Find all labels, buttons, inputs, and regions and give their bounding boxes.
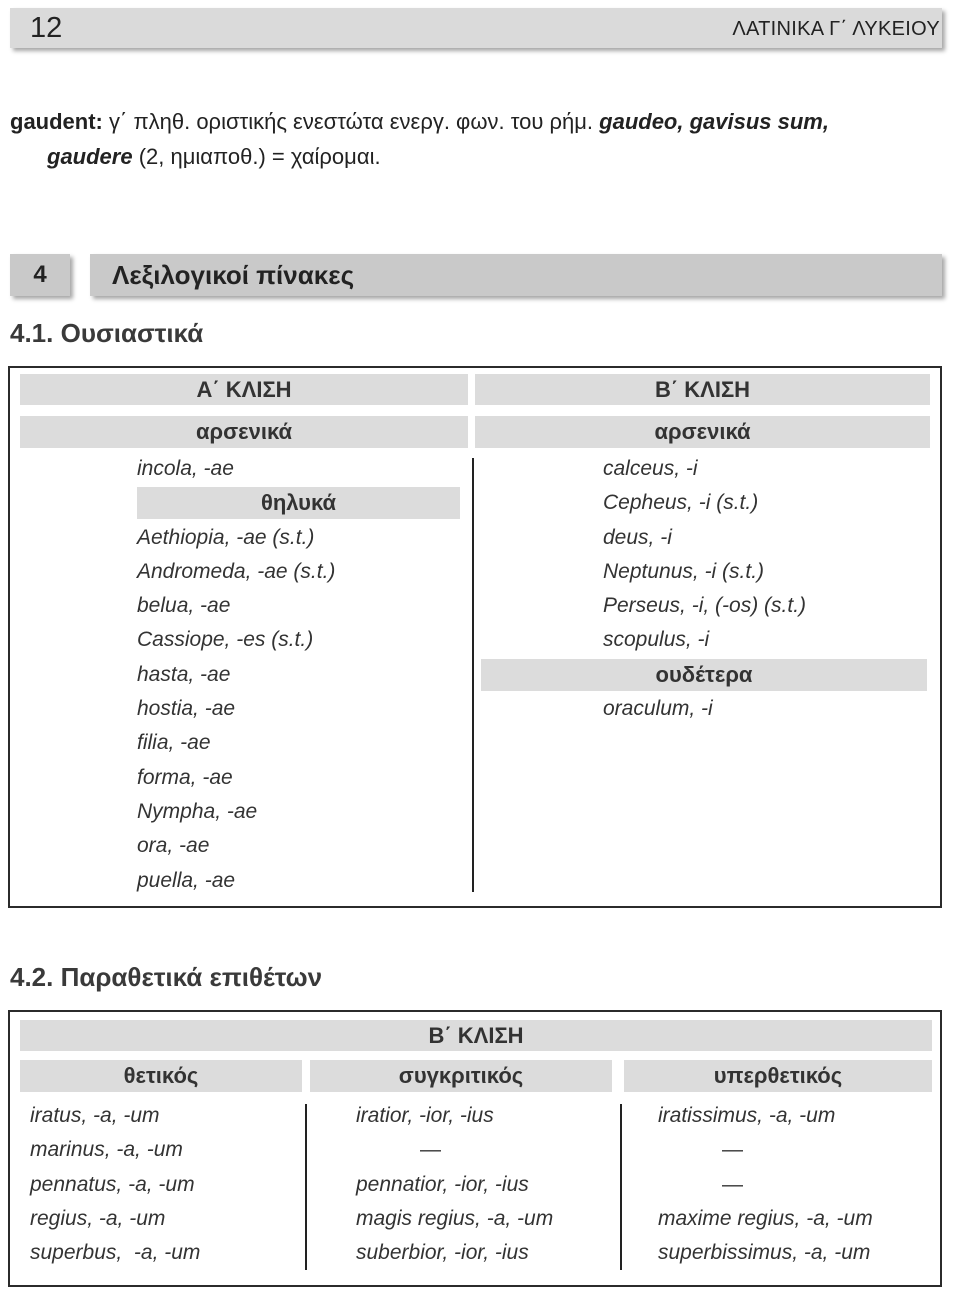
noun-entry: hostia, -ae [137, 697, 236, 721]
comparative-degree-list [356, 1099, 606, 1270]
note-verb-forms: gaudeo, gavisus sum, [599, 109, 829, 134]
first-declension-feminine-label: θηλυκά [137, 487, 460, 519]
page-number: 12 [30, 12, 63, 44]
positive-degree-label: θετικός [20, 1060, 302, 1092]
adjective-entry: pennatior, -ior, -ius [356, 1172, 529, 1196]
noun-entry: puella, -ae [137, 868, 236, 892]
noun-entry: belua, -ae [137, 594, 231, 618]
adjective-entry: iratior, -ior, -ius [356, 1104, 494, 1127]
note-line-2 [47, 142, 381, 172]
adjective-entry: regius, -a, -um [30, 1206, 166, 1230]
adjective-entry: maxime regius, -a, -um [658, 1206, 873, 1230]
superlative-degree-list [658, 1099, 928, 1270]
first-declension-header: Α΄ ΚΛΙΣΗ [20, 374, 468, 405]
running-title: ΛΑΤΙΝΙΚΑ Γ΄ ΛΥΚΕΙΟΥ [732, 18, 940, 40]
superlative-degree-label: υπερθετικός [624, 1060, 932, 1092]
nouns-heading: 4.1. Ουσιαστικά [10, 318, 204, 348]
second-declension-masculine-list [481, 452, 927, 658]
noun-entry: Aethiopia, -ae (s.t.) [137, 525, 315, 549]
adjective-entry: iratissimus, -a, -um [658, 1104, 836, 1127]
section-title: Λεξιλογικοί πίνακες [90, 254, 942, 296]
adjective-entry: magis regius, -a, -um [356, 1206, 554, 1230]
first-declension-masculine-list [137, 452, 460, 486]
noun-entry: Neptunus, -i (s.t.) [603, 559, 765, 583]
noun-entry: calceus, -i [603, 457, 698, 480]
noun-entry: Andromeda, -ae (s.t.) [137, 559, 336, 583]
noun-entry: Perseus, -i, (-os) (s.t.) [603, 594, 807, 618]
note-text: γ΄ πληθ. οριστικής ενεστώτα ενεργ. φων. του ρήμ. [102, 109, 600, 134]
column-divider [620, 1104, 622, 1270]
first-declension-feminine-list [137, 521, 460, 898]
second-declension-header: Β΄ ΚΛΙΣΗ [475, 374, 930, 405]
adjective-entry: iratus, -a, -um [30, 1104, 160, 1127]
noun-entry: Cepheus, -i (s.t.) [603, 491, 759, 515]
second-declension-neuter-list [481, 692, 927, 726]
adjectives-declension-header: Β΄ ΚΛΙΣΗ [20, 1020, 932, 1051]
note-text-end: (2, ημιαποθ.) = χαίρομαι. [132, 144, 381, 169]
noun-entry: Nympha, -ae [137, 799, 258, 823]
noun-entry: forma, -ae [137, 765, 233, 789]
noun-entry: oraculum, -i [603, 697, 713, 721]
adjective-entry: — [420, 1138, 441, 1162]
comparative-degree-label: συγκριτικός [310, 1060, 612, 1092]
noun-entry: deus, -i [603, 525, 672, 549]
column-divider [305, 1104, 307, 1270]
noun-entry: filia, -ae [137, 731, 211, 755]
noun-entry: Cassiope, -es (s.t.) [137, 628, 314, 652]
adjective-entry: marinus, -a, -um [30, 1138, 183, 1162]
positive-degree-list [30, 1099, 300, 1270]
adjective-entry: pennatus, -a, -um [30, 1172, 195, 1196]
second-declension-masculine-label: αρσενικά [475, 416, 930, 448]
noun-entry: ora, -ae [137, 834, 210, 858]
first-declension-masculine-label: αρσενικά [20, 416, 468, 448]
noun-entry: hasta, -ae [137, 662, 231, 686]
note-verb-infinitive: gaudere [47, 144, 133, 169]
first-declension-list [137, 452, 460, 898]
adjective-entry: suberbior, -ior, -ius [356, 1241, 529, 1265]
adjective-entry: — [722, 1172, 743, 1196]
page-header [10, 8, 942, 48]
noun-entry: incola, -ae [137, 457, 234, 480]
second-declension-list [481, 452, 927, 726]
noun-entry: scopulus, -i [603, 628, 710, 652]
second-declension-neuter-label: ουδέτερα [481, 659, 927, 691]
adjective-entry: — [722, 1138, 743, 1162]
column-divider [472, 458, 474, 892]
adjectives-heading: 4.2. Παραθετικά επιθέτων [10, 962, 323, 992]
note-term: gaudent: [10, 109, 103, 134]
section-number: 4 [10, 254, 70, 296]
adjective-entry: superbus, -a, -um [30, 1241, 201, 1265]
note-line-1 [10, 107, 829, 137]
adjective-entry: superbissimus, -a, -um [658, 1241, 871, 1265]
